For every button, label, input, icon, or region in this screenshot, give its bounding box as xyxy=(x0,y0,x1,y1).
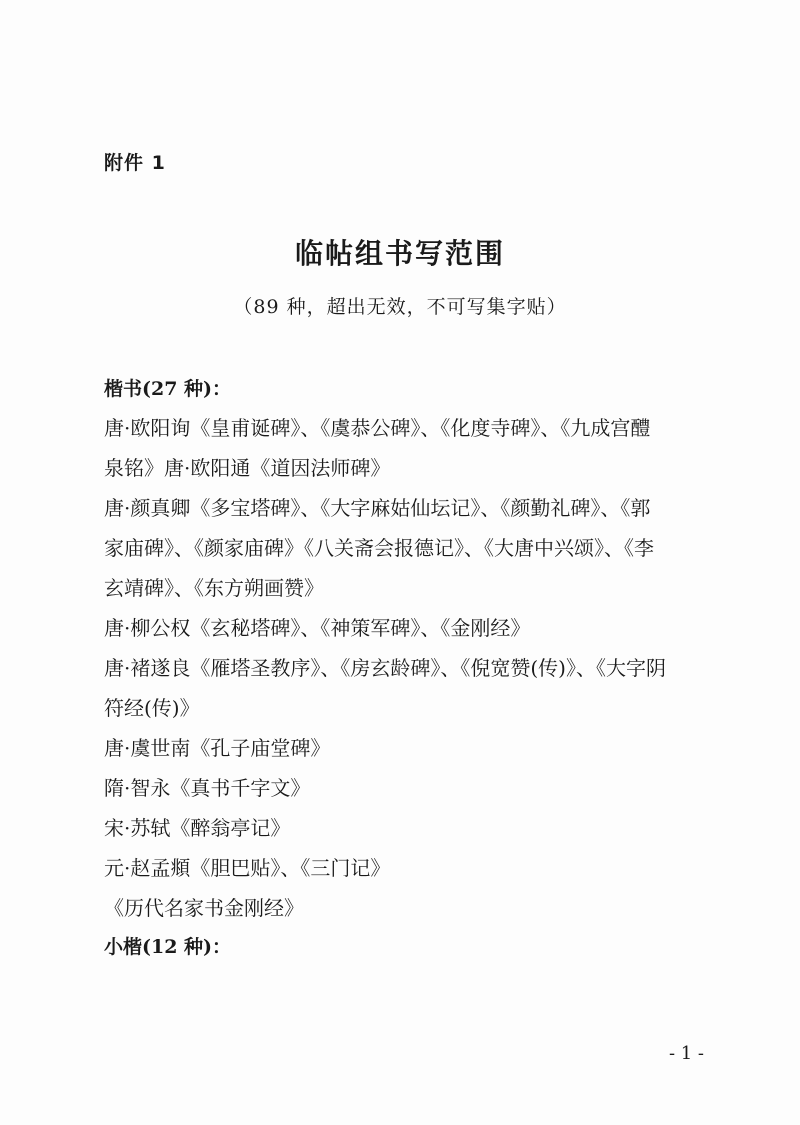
document-title: 临帖组书写范围 xyxy=(294,237,505,270)
list-item xyxy=(104,488,704,608)
list-item xyxy=(104,848,704,888)
entry-line: 唐·褚遂良《雁塔圣教序》、《房玄龄碑》、《倪宽赞(传)》、《大字阴 xyxy=(104,656,666,680)
list-item xyxy=(104,408,704,488)
document-subtitle: （89 种，超出无效，不可写集字贴） xyxy=(233,296,567,318)
list-item xyxy=(104,608,704,648)
list-item xyxy=(104,808,704,848)
section-heading-kaishu: 楷书(27 种)： xyxy=(104,378,232,400)
entry-line: 唐·虞世南《孔子庙堂碑》 xyxy=(104,736,331,760)
entry-line: 唐·欧阳询《皇甫诞碑》、《虞恭公碑》、《化度寺碑》、《九成宫醴 xyxy=(104,416,651,440)
entry-line: 玄靖碑》、《东方朔画赞》 xyxy=(104,576,324,600)
entry-line: 家庙碑》、《颜家庙碑》《八关斋会报德记》、《大唐中兴颂》、《李 xyxy=(104,536,654,560)
list-item xyxy=(104,768,704,808)
entry-line: 泉铭》唐·欧阳通《道因法师碑》 xyxy=(104,456,391,480)
entry-line: 唐·柳公权《玄秘塔碑》、《神策军碑》、《金刚经》 xyxy=(104,616,531,640)
entry-line: 元·赵孟頫《胆巴贴》、《三门记》 xyxy=(104,856,391,880)
entry-line: 隋·智永《真书千字文》 xyxy=(104,776,311,800)
attachment-label: 附件 1 xyxy=(104,152,166,174)
entry-line: 宋·苏轼《醉翁亭记》 xyxy=(104,816,291,840)
list-item xyxy=(104,648,704,728)
entry-line: 唐·颜真卿《多宝塔碑》、《大字麻姑仙坛记》、《颜勤礼碑》、《郭 xyxy=(104,496,651,520)
list-item xyxy=(104,728,704,768)
entry-line: 《历代名家书金刚经》 xyxy=(104,896,304,920)
entry-line: 符经(传)》 xyxy=(104,696,200,720)
page-number: - 1 - xyxy=(668,1043,704,1064)
list-item xyxy=(104,888,704,928)
section-heading-xiaokai: 小楷(12 种)： xyxy=(104,936,232,958)
document-body xyxy=(104,370,704,966)
